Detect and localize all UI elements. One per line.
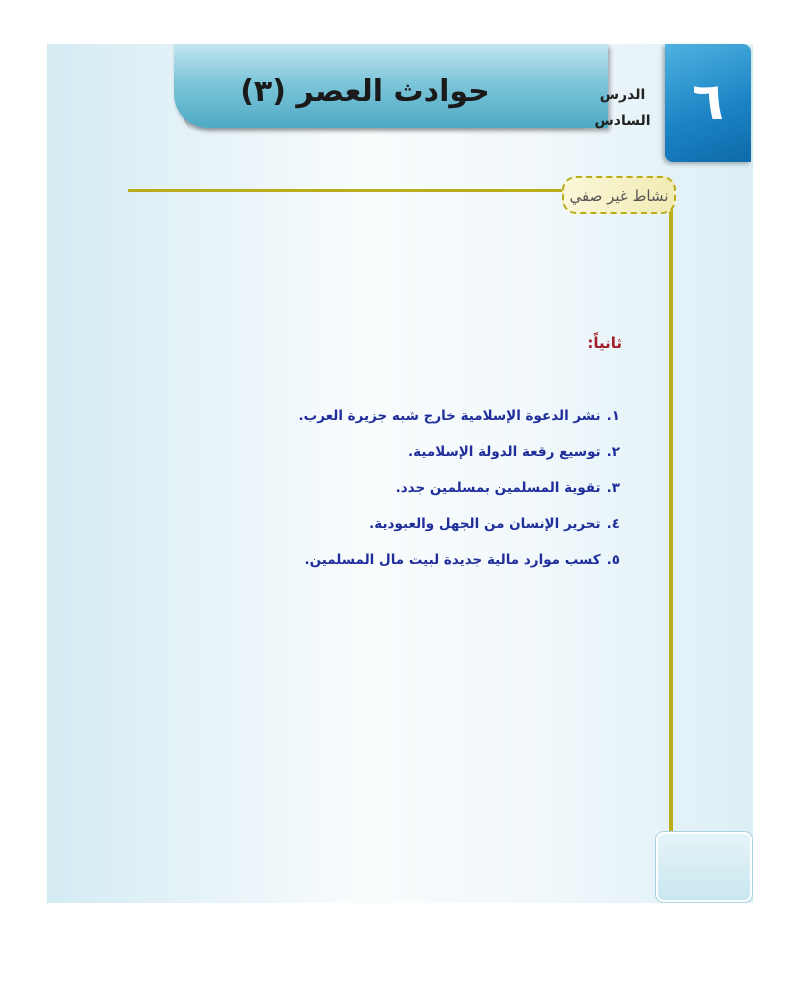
lesson-number: ٦ xyxy=(692,72,724,132)
list-item-number: ٢. xyxy=(606,444,620,460)
lesson-label xyxy=(585,82,660,134)
list-item xyxy=(180,510,620,546)
list-item-number: ٥. xyxy=(606,552,620,568)
list-item xyxy=(180,546,620,582)
list-item-number: ١. xyxy=(606,408,620,424)
list-item-number: ٤. xyxy=(606,516,620,532)
list-item-text: تحرير الإنسان من الجهل والعبودية. xyxy=(369,516,601,532)
list-item-text: نشر الدعوة الإسلامية خارج شبه جزيرة العرب. xyxy=(298,408,601,424)
answer-list xyxy=(180,402,620,582)
list-item-text: كسب موارد مالية جديدة لبيت مال المسلمين. xyxy=(304,552,601,568)
list-item-number: ٣. xyxy=(606,480,620,496)
list-item-text: توسيع رقعة الدولة الإسلامية. xyxy=(408,444,601,460)
page-number-box xyxy=(656,832,752,902)
horizontal-divider xyxy=(128,189,578,192)
vertical-divider xyxy=(669,200,673,834)
section-subheading: ثانياً: xyxy=(587,334,622,352)
activity-tag-label: نشاط غير صفي xyxy=(569,187,669,205)
lesson-title: حوادث العصر (٣) xyxy=(240,74,490,109)
list-item xyxy=(180,474,620,510)
list-item xyxy=(180,402,620,438)
lesson-label-line2: السادس xyxy=(594,113,651,129)
lesson-label-line1: الدرس xyxy=(599,87,646,103)
list-item xyxy=(180,438,620,474)
list-item-text: تقوية المسلمين بمسلمين جدد. xyxy=(395,480,601,496)
